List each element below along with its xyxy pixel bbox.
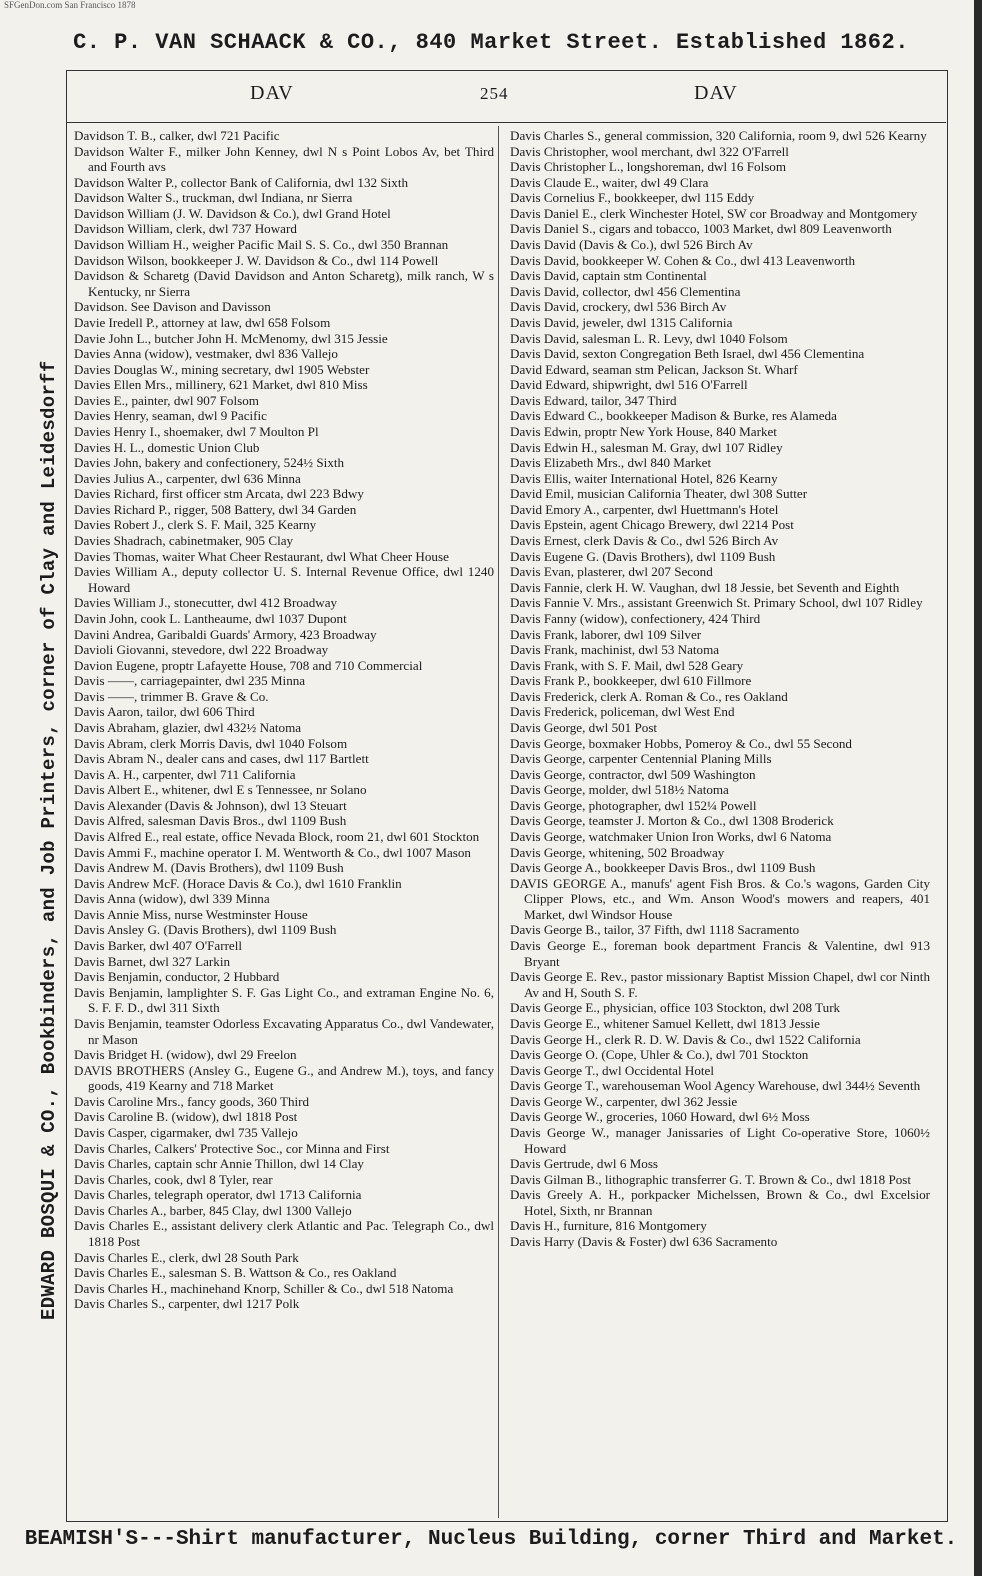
directory-entry: Davis Ammi F., machine operator I. M. Wentworth & Co., dwl 1007 Mason <box>74 844 471 860</box>
directory-entry: Davis Claude E., waiter, dwl 49 Clara <box>510 174 709 190</box>
directory-entry: Davies Robert J., clerk S. F. Mail, 325 Kearny <box>74 517 317 533</box>
directory-entry: Davis A. H., carpenter, dwl 711 California <box>74 766 296 782</box>
directory-entry: Davis George, dwl 501 Post <box>510 719 658 735</box>
directory-entry: Davies Douglas W., mining secretary, dwl 1905 Webster <box>74 361 370 377</box>
directory-entry: Davis Edward C., bookkeeper Madison & Burke, res Alameda <box>510 408 837 424</box>
directory-entry: Davis George, whitening, 502 Broadway <box>510 844 725 860</box>
footer-advert: BEAMISH'S---Shirt manufacturer, Nucleus Building, corner Third and Market. <box>24 1528 958 1551</box>
directory-entry: Davis Casper, cigarmaker, dwl 735 Vallejo <box>74 1125 298 1140</box>
directory-entry: Davis Charles H., machinehand Knorp, Schiller & Co., dwl 518 Natoma <box>74 1280 454 1296</box>
directory-entry: Davies Henry, seaman, dwl 9 Pacific <box>74 408 267 424</box>
directory-entry: Davis George, boxmaker Hobbs, Pomeroy & Co., dwl 55 Second <box>510 735 852 751</box>
directory-entry: Davis George W., groceries, 1060 Howard, dwl 6½ Moss <box>510 1109 810 1125</box>
directory-entry: Davies Richard, first officer stm Arcata, dwl 223 Bdwy <box>74 486 364 502</box>
directory-entry: Davis Harry (Davis & Foster) dwl 636 Sacramento <box>510 1234 778 1250</box>
directory-entry: Davies H. L., domestic Union Club <box>74 439 260 455</box>
directory-entry: DAVIS GEORGE A., manufs' agent Fish Bros. & Co.'s wagons, Garden City Clipper Plows, etc., and Wm. Anson Wood's mowers and reapers, 401 Market, dwl Windsor House <box>510 875 930 922</box>
directory-entry: Davis Abram, clerk Morris Davis, dwl 1040 Folsom <box>74 735 348 751</box>
header-left-guide: DAV <box>250 82 294 104</box>
directory-entry: Davis Benjamin, lamplighter S. F. Gas Light Co., and extraman Engine No. 6, S. F. F. D., dwl 311 Sixth <box>74 984 494 1016</box>
directory-entry: Davis Benjamin, teamster Odorless Excavating Apparatus Co., dwl Vandewater, nr Mason <box>74 1015 494 1047</box>
directory-entry: Davis Charles E., salesman S. B. Wattson & Co., res Oakland <box>74 1265 397 1281</box>
directory-entry: Davis Charles S., carpenter, dwl 1217 Polk <box>74 1296 300 1312</box>
directory-entry: Davidson T. B., calker, dwl 721 Pacific <box>74 128 280 143</box>
directory-entry: Davis Frank, laborer, dwl 109 Silver <box>510 626 702 642</box>
directory-entry: Davis Charles E., assistant delivery clerk Atlantic and Pac. Telegraph Co., dwl 1818 Post <box>74 1218 494 1250</box>
directory-entry: Davis Andrew McF. (Horace Davis & Co.), dwl 1610 Franklin <box>74 875 402 891</box>
directory-entry: DAVIS BROTHERS (Ansley G., Eugene G., and Andrew M.), toys, and fancy goods, 419 Kearny and 718 Market <box>74 1062 494 1094</box>
side-advert: EDWARD BOSQUI & CO., Bookbinders, and Job Printers, corner of Clay and Leidesdorff <box>38 360 60 1320</box>
directory-entry: David Edward, seaman stm Pelican, Jackson St. Wharf <box>510 361 798 377</box>
directory-entry: Davis Charles, captain schr Annie Thillon, dwl 14 Clay <box>74 1156 364 1172</box>
directory-entry: Davies Shadrach, cabinetmaker, 905 Clay <box>74 533 294 549</box>
directory-entry: Davis David (Davis & Co.), dwl 526 Birch Av <box>510 237 753 253</box>
directory-entry: Davis Ansley G. (Davis Brothers), dwl 1109 Bush <box>74 922 337 938</box>
directory-entry: Davis Caroline B. (widow), dwl 1818 Post <box>74 1109 298 1125</box>
directory-entry: Davis George T., dwl Occidental Hotel <box>510 1062 714 1078</box>
directory-entry: Davis George, contractor, dwl 509 Washington <box>510 766 756 782</box>
directory-entry: Davis Daniel S., cigars and tobacco, 1003 Market, dwl 809 Leavenworth <box>510 221 892 237</box>
directory-entry: Davin John, cook L. Lantheaume, dwl 1037 Dupont <box>74 610 347 626</box>
directory-entry: Davis Alfred E., real estate, office Nevada Block, room 21, dwl 601 Stockton <box>74 829 480 845</box>
directory-entry: Davis Charles E., clerk, dwl 28 South Park <box>74 1249 299 1265</box>
directory-entry: Davis Bridget H. (widow), dwl 29 Freelon <box>74 1047 297 1063</box>
directory-entry: Davies John, bakery and confectionery, 524½ Sixth <box>74 455 345 471</box>
directory-entry: Davis Caroline Mrs., fancy goods, 360 Third <box>74 1093 310 1109</box>
page-edge <box>974 0 982 1576</box>
directory-entry: Davies William J., stonecutter, dwl 412 Broadway <box>74 595 338 611</box>
directory-entry: Davidson & Scharetg (David Davidson and Anton Scharetg), milk ranch, W s Kentucky, nr Sierra <box>74 268 494 299</box>
directory-entry: Davis Fannie V. Mrs., assistant Greenwich St. Primary School, dwl 107 Ridley <box>510 595 923 611</box>
directory-entry: Davis H., furniture, 816 Montgomery <box>510 1218 707 1234</box>
directory-entry: Davis Frank P., bookkeeper, dwl 610 Fillmore <box>510 673 752 689</box>
directory-entry: Davis Charles A., barber, 845 Clay, dwl 1300 Vallejo <box>74 1202 352 1218</box>
directory-entry: Davis Abraham, glazier, dwl 432½ Natoma <box>74 719 302 735</box>
directory-entry: Davis Alfred, salesman Davis Bros., dwl 1109 Bush <box>74 813 347 829</box>
page-number: 254 <box>480 84 509 103</box>
directory-entry: Davis ——, carriagepainter, dwl 235 Minna <box>74 673 306 689</box>
directory-entry: Davis David, captain stm Continental <box>510 268 707 284</box>
directory-entry: Davis Greely A. H., porkpacker Michelssen, Brown & Co., dwl Excelsior Hotel, Sixth, nr Brannan <box>510 1187 930 1218</box>
directory-entry: Davidson William H., weigher Pacific Mail S. S. Co., dwl 350 Brannan <box>74 237 449 253</box>
directory-entry: Davion Eugene, proptr Lafayette House, 708 and 710 Commercial <box>74 657 423 673</box>
directory-entry: Davies Ellen Mrs., millinery, 621 Market, dwl 810 Miss <box>74 377 368 393</box>
column-divider <box>498 126 499 1518</box>
directory-entry: Davis George W., carpenter, dwl 362 Jessie <box>510 1093 738 1109</box>
masthead-advert: C. P. VAN SCHAACK & CO., 840 Market Street. Established 1862. <box>73 30 909 55</box>
directory-entry: Davis Elizabeth Mrs., dwl 840 Market <box>510 455 712 471</box>
directory-entry: Davidson Wilson, bookkeeper J. W. Davidson & Co., dwl 114 Powell <box>74 252 439 268</box>
header-right-guide: DAV <box>694 82 738 104</box>
directory-entry: Davidson Walter S., truckman, dwl Indiana, nr Sierra <box>74 190 353 206</box>
directory-entry: Davini Andrea, Garibaldi Guards' Armory, 423 Broadway <box>74 626 377 642</box>
directory-entry: Davis Albert E., whitener, dwl E s Tennessee, nr Solano <box>74 782 367 798</box>
directory-entry: Davies Henry I., shoemaker, dwl 7 Moulton Pl <box>74 423 319 439</box>
directory-entry: Davioli Giovanni, stevedore, dwl 222 Broadway <box>74 642 329 658</box>
directory-entry: Davis Eugene G. (Davis Brothers), dwl 1109 Bush <box>510 548 776 564</box>
directory-entry: Davis Christopher L., longshoreman, dwl 16 Folsom <box>510 159 787 175</box>
directory-entry: Davidson Walter P., collector Bank of California, dwl 132 Sixth <box>74 174 408 190</box>
directory-entry: Davis Frank, with S. F. Mail, dwl 528 Geary <box>510 657 744 673</box>
header-rule <box>66 122 946 123</box>
directory-entry: Davis Benjamin, conductor, 2 Hubbard <box>74 969 280 985</box>
directory-entry: Davis Annie Miss, nurse Westminster House <box>74 906 308 922</box>
directory-entry: Davis George H., clerk R. D. W. Davis & Co., dwl 1522 California <box>510 1031 861 1047</box>
directory-entry: Davis David, sexton Congregation Beth Israel, dwl 456 Clementina <box>510 346 865 362</box>
directory-entry: Davis Charles, telegraph operator, dwl 1713 California <box>74 1187 362 1203</box>
directory-entry: Davis Fannie, clerk H. W. Vaughan, dwl 18 Jessie, bet Seventh and Eighth <box>510 579 900 595</box>
directory-entry: Davis David, salesman L. R. Levy, dwl 1040 Folsom <box>510 330 788 346</box>
directory-entry: Davis David, bookkeeper W. Cohen & Co., dwl 413 Leavenworth <box>510 252 856 268</box>
directory-entry: Davis ——, trimmer B. Grave & Co. <box>74 688 269 704</box>
directory-entry: Davis George B., tailor, 37 Fifth, dwl 1118 Sacramento <box>510 922 800 938</box>
directory-entry: Davis Ellis, waiter International Hotel, 826 Kearny <box>510 470 778 486</box>
directory-entry: Davis George, watchmaker Union Iron Works, dwl 6 Natoma <box>510 829 832 845</box>
directory-entry: Davis Charles, Calkers' Protective Soc., cor Minna and First <box>74 1140 390 1156</box>
directory-entry: Davis Barker, dwl 407 O'Farrell <box>74 938 243 954</box>
directory-entry: Davis George W., manager Janissaries of Light Co-operative Store, 1060½ Howard <box>510 1125 930 1156</box>
directory-entry: Davidson. See Davison and Davisson <box>74 299 271 315</box>
directory-entry: Davis George, carpenter Centennial Planing Mills <box>510 751 772 767</box>
directory-entry: Davis George E., foreman book department Francis & Valentine, dwl 913 Bryant <box>510 938 930 969</box>
directory-entry: Davies William A., deputy collector U. S. Internal Revenue Office, dwl 1240 Howard <box>74 564 494 595</box>
directory-entry: Davies Thomas, waiter What Cheer Restaurant, dwl What Cheer House <box>74 548 449 564</box>
directory-entry: David Edward, shipwright, dwl 516 O'Farrell <box>510 377 748 393</box>
watermark: SFGenDon.com San Francisco 1878 <box>4 0 136 10</box>
directory-entry: Davis George E., physician, office 103 Stockton, dwl 208 Turk <box>510 1000 841 1016</box>
directory-entry: Davis Anna (widow), dwl 339 Minna <box>74 891 270 907</box>
directory-entry: Davis Christopher, wool merchant, dwl 322 O'Farrell <box>510 143 789 159</box>
directory-entry: Davis George E., whitener Samuel Kellett, dwl 1813 Jessie <box>510 1015 820 1031</box>
directory-entry: Davis George T., warehouseman Wool Agency Warehouse, dwl 344½ Seventh <box>510 1078 921 1094</box>
directory-entry: Davis George, molder, dwl 518½ Natoma <box>510 782 729 798</box>
directory-entry: Davis Ernest, clerk Davis & Co., dwl 526 Birch Av <box>510 533 779 549</box>
directory-entry: Davis Aaron, tailor, dwl 606 Third <box>74 704 255 720</box>
directory-entry: Davis Fanny (widow), confectionery, 424 Third <box>510 610 761 626</box>
directory-entry: Davis Edwin H., salesman M. Gray, dwl 107 Ridley <box>510 439 783 455</box>
directory-entry: Davis Cornelius F., bookkeeper, dwl 115 Eddy <box>510 190 755 206</box>
directory-entry: Davis Edward, tailor, 347 Third <box>510 392 677 408</box>
directory-entry: Davis Evan, plasterer, dwl 207 Second <box>510 564 713 580</box>
directory-entry: Davie John L., butcher John H. McMenomy, dwl 315 Jessie <box>74 330 388 346</box>
directory-entry: Davis Alexander (Davis & Johnson), dwl 13 Steuart <box>74 797 347 813</box>
directory-entry: Davis Abram N., dealer cans and cases, dwl 117 Bartlett <box>74 751 369 767</box>
directory-entry: Davidson Walter F., milker John Kenney, dwl N s Point Lobos Av, bet Third and Fourth avs <box>74 143 494 175</box>
directory-entry: Davis Frederick, clerk A. Roman & Co., res Oakland <box>510 688 788 704</box>
directory-entry: Davie Iredell P., attorney at law, dwl 658 Folsom <box>74 314 331 330</box>
directory-entry: Davis Daniel E., clerk Winchester Hotel, SW cor Broadway and Montgomery <box>510 205 918 221</box>
right-column <box>510 128 930 1250</box>
directory-entry: Davis David, crockery, dwl 536 Birch Av <box>510 299 727 315</box>
directory-entry: Davis George O. (Cope, Uhler & Co.), dwl 701 Stockton <box>510 1047 809 1063</box>
directory-entry: Davies Anna (widow), vestmaker, dwl 836 Vallejo <box>74 346 338 362</box>
directory-entry: Davis Barnet, dwl 327 Larkin <box>74 953 230 969</box>
directory-entry: Davis Charles, cook, dwl 8 Tyler, rear <box>74 1171 273 1187</box>
directory-entry: Davies Julius A., carpenter, dwl 636 Minna <box>74 470 301 486</box>
directory-entry: Davies Richard P., rigger, 508 Battery, dwl 34 Garden <box>74 501 357 517</box>
directory-entry: Davidson William, clerk, dwl 737 Howard <box>74 221 297 237</box>
directory-entry: Davis Andrew M. (Davis Brothers), dwl 1109 Bush <box>74 860 344 876</box>
directory-entry: Davis David, collector, dwl 456 Clementina <box>510 283 741 299</box>
directory-entry: Davis George A., bookkeeper Davis Bros., dwl 1109 Bush <box>510 860 816 876</box>
directory-entry: Davis Gertrude, dwl 6 Moss <box>510 1156 659 1172</box>
directory-entry: Davis Charles S., general commission, 320 California, room 9, dwl 526 Kearny <box>510 128 927 143</box>
directory-entry: Davis George, photographer, dwl 152¼ Powell <box>510 797 757 813</box>
directory-entry: Davies E., painter, dwl 907 Folsom <box>74 392 259 408</box>
directory-entry: Davis Epstein, agent Chicago Brewery, dwl 2214 Post <box>510 517 794 533</box>
directory-entry: Davidson William (J. W. Davidson & Co.), dwl Grand Hotel <box>74 205 391 221</box>
directory-entry: Davis Frank, machinist, dwl 53 Natoma <box>510 642 720 658</box>
directory-entry: Davis George, teamster J. Morton & Co., dwl 1308 Broderick <box>510 813 834 829</box>
directory-entry: Davis Frederick, policeman, dwl West End <box>510 704 735 720</box>
left-column <box>74 128 494 1312</box>
directory-entry: David Emory A., carpenter, dwl Huettmann's Hotel <box>510 501 779 517</box>
directory-entry: Davis George E. Rev., pastor missionary Baptist Mission Chapel, dwl cor Ninth Av and H, South S. F. <box>510 969 930 1000</box>
directory-entry: Davis Edwin, proptr New York House, 840 Market <box>510 423 777 439</box>
directory-entry: David Emil, musician California Theater, dwl 308 Sutter <box>510 486 808 502</box>
directory-entry: Davis Gilman B., lithographic transferrer G. T. Brown & Co., dwl 1818 Post <box>510 1171 912 1187</box>
running-header <box>66 78 946 118</box>
directory-entry: Davis David, jeweler, dwl 1315 California <box>510 314 733 330</box>
